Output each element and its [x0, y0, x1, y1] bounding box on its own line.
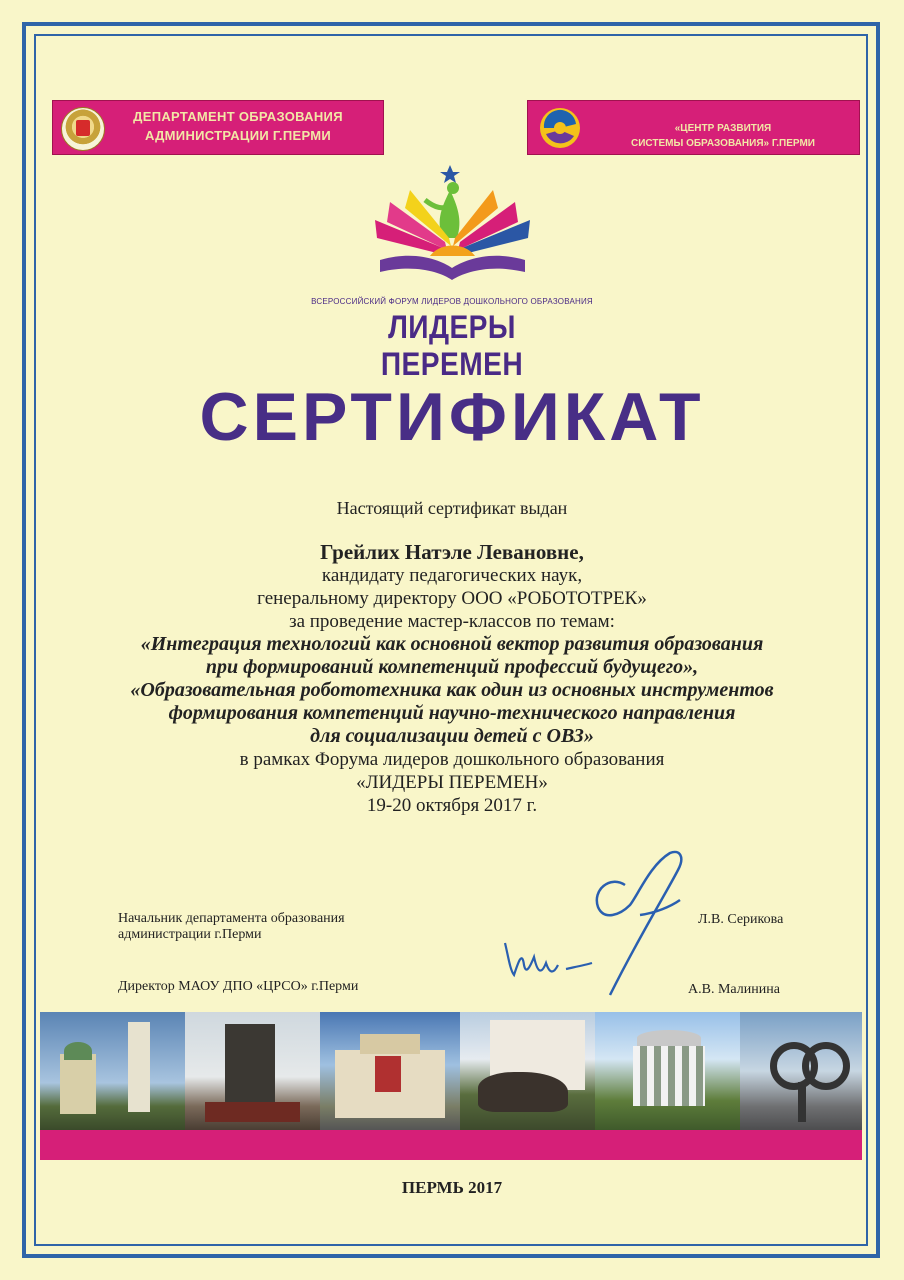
footer-city-year: ПЕРМЬ 2017 — [401, 1178, 503, 1197]
sig1-role — [118, 911, 345, 943]
topic2-line2: формирования компетенций научно-технического направления — [168, 702, 736, 724]
photo-monument — [185, 1012, 320, 1130]
handwritten-signatures — [480, 845, 710, 1015]
photo-rotunda — [595, 1012, 740, 1130]
header-left-line2: АДМИНИСТРАЦИИ Г.ПЕРМИ — [144, 128, 332, 143]
forum-name: «ЛИДЕРЫ ПЕРЕМЕН» — [356, 772, 548, 793]
topic2-line3: для социализации детей с ОВЗ» — [310, 725, 594, 747]
header-right-line2: СИСТЕМЫ ОБРАЗОВАНИЯ» Г.ПЕРМИ — [631, 138, 815, 149]
sig2-name: А.В. Малинина — [688, 982, 780, 997]
crso-logo-icon — [538, 106, 582, 150]
city-photo-strip — [40, 1012, 862, 1130]
sig2-role: Директор МАОУ ДПО «ЦРСО» г.Перми — [118, 979, 359, 994]
topic1-line1: «Интеграция технологий как основной вектор развития образования — [140, 633, 764, 655]
header-left-banner — [52, 100, 384, 155]
header-right-banner — [527, 100, 860, 155]
topic1-line2: при формирований компетенций профессий будущего», — [205, 656, 699, 678]
header-right-line1: «ЦЕНТР РАЗВИТИЯ — [674, 123, 772, 134]
sig1-role-line2: администрации г.Перми — [118, 927, 262, 942]
forum-title: ЛИДЕРЫ ПЕРЕМЕН — [380, 309, 524, 382]
photo-theatre — [320, 1012, 460, 1130]
sig1-name: Л.В. Серикова — [698, 912, 784, 927]
photo-sculpture — [740, 1012, 862, 1130]
header-left-line1: ДЕПАРТАМЕНТ ОБРАЗОВАНИЯ — [133, 109, 343, 124]
topic2-line1: «Образовательная робототехника как один из основных инструментов — [130, 679, 774, 701]
magenta-strip — [40, 1130, 862, 1160]
award-reason: за проведение мастер-классов по темам: — [289, 611, 615, 632]
forum-context: в рамках Форума лидеров дошкольного образования — [239, 749, 665, 770]
certificate-heading: СЕРТИФИКАТ — [199, 379, 705, 455]
recipient-name: Грейлих Натэле Левановне, — [320, 540, 584, 564]
forum-subtitle: ВСЕРОССИЙСКИЙ ФОРУМ ЛИДЕРОВ ДОШКОЛЬНОГО ОБРАЗОВАНИЯ — [311, 297, 593, 306]
photo-bear — [460, 1012, 595, 1130]
photo-cathedral — [40, 1012, 185, 1130]
forum-book-logo-icon — [365, 160, 540, 300]
recipient-position: генеральному директору ООО «РОБОТОТРЕК» — [257, 588, 647, 609]
event-dates: 19-20 октября 2017 г. — [366, 795, 538, 816]
sig1-role-line1: Начальник департамента образования — [118, 911, 345, 926]
certificate-body — [60, 541, 844, 817]
certificate-intro: Настоящий сертификат выдан — [336, 498, 568, 518]
recipient-degree: кандидату педагогических наук, — [321, 565, 583, 586]
